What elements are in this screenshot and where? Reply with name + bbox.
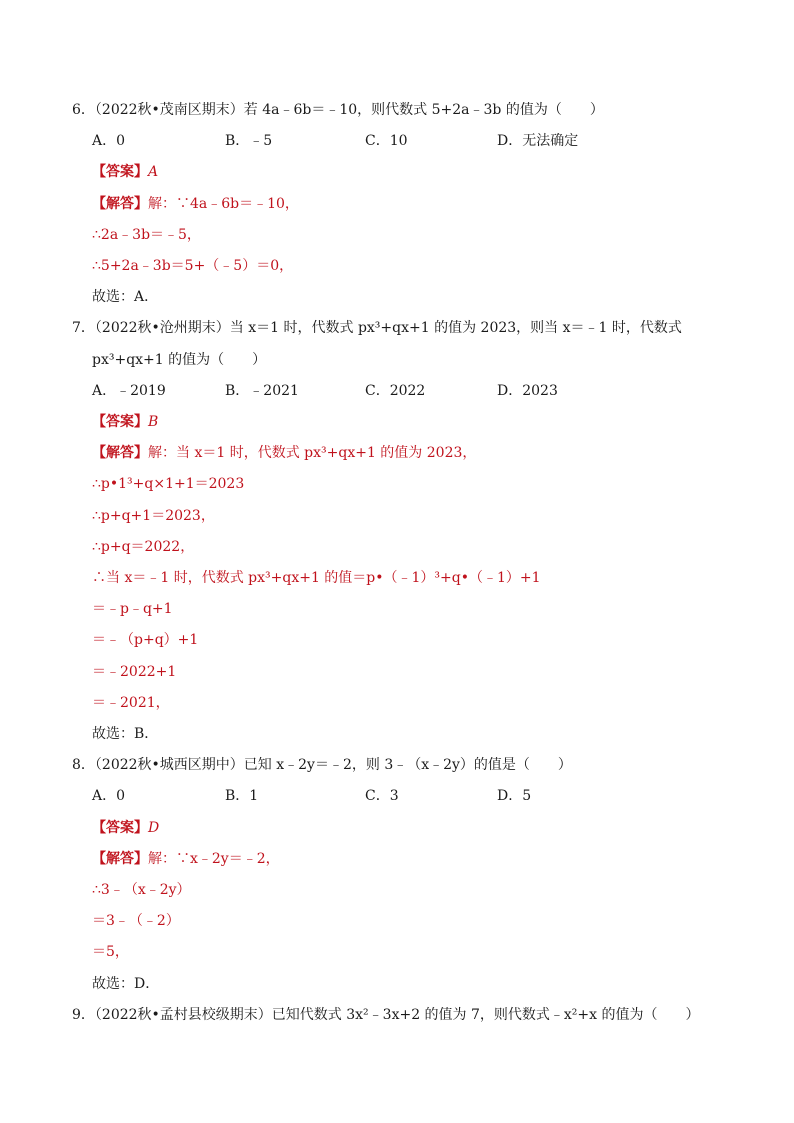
q8-option-b: B．1 [225, 788, 259, 804]
analysis-line: ∴p+q+1＝2023， [92, 508, 215, 524]
q7-option-a: A．﹣2019 [92, 383, 166, 399]
analysis-line: 解：∵x﹣2y＝﹣2， [148, 851, 280, 867]
answer-label: 【答案】 [92, 820, 148, 836]
q7-option-b: B．﹣2021 [225, 383, 299, 399]
question-6-options [0, 131, 794, 151]
analysis-line: 解：∵4a﹣6b＝﹣10， [148, 196, 299, 212]
q8-option-c: C．3 [365, 788, 399, 804]
question-7-stem-cont: px³+qx+1 的值为（ ） [92, 352, 267, 368]
question-8-stem: 8．（2022秋•城西区期中）已知 x﹣2y＝﹣2，则 3﹣（x﹣2y）的值是（ ） [72, 757, 572, 773]
answer-label: 【答案】 [92, 164, 148, 180]
question-8-options [0, 786, 794, 806]
analysis-line: ∴5+2a﹣3b＝5+（﹣5）＝0， [92, 258, 294, 274]
analysis-line: 解：当 x＝1 时，代数式 px³+qx+1 的值为 2023， [148, 445, 477, 461]
analysis-line: ＝3﹣（﹣2） [92, 913, 180, 929]
analysis-line: ＝﹣2022+1 [92, 664, 177, 680]
analysis-line: ＝﹣（p+q）+1 [92, 632, 199, 648]
question-7-options [0, 381, 794, 401]
analysis-line: ∴3﹣（x﹣2y） [92, 882, 191, 898]
q6-choice: 故选：A． [92, 289, 159, 305]
analysis-line: ∴当 x＝﹣1 时，代数式 px³+qx+1 的值＝p•（﹣1）³+q•（﹣1）+1 [92, 570, 541, 586]
answer-label: 【答案】 [92, 414, 148, 430]
question-6-stem: 6．（2022秋•茂南区期末）若 4a﹣6b＝﹣10，则代数式 5+2a﹣3b 的值为（ ） [72, 102, 604, 118]
q7-analysis [92, 443, 476, 463]
q7-option-c: C．2022 [365, 383, 426, 399]
q8-option-a: A．0 [92, 788, 126, 804]
answer-value: A [148, 164, 159, 180]
analysis-label: 【解答】 [92, 851, 148, 867]
q6-answer [92, 162, 158, 182]
answer-value: B [148, 414, 159, 430]
q6-option-d: D．无法确定 [497, 133, 579, 149]
q6-option-b: B．﹣5 [225, 133, 273, 149]
analysis-line: ＝5， [92, 944, 129, 960]
question-9-stem: 9．（2022秋•孟村县校级期末）已知代数式 3x²﹣3x+2 的值为 7，则代数式﹣x²+x 的值为（ ） [72, 1007, 700, 1023]
q8-option-d: D．5 [497, 788, 532, 804]
q8-analysis [92, 849, 280, 869]
analysis-label: 【解答】 [92, 196, 148, 212]
answer-value: D [148, 820, 160, 836]
q6-option-a: A．0 [92, 133, 126, 149]
q6-option-c: C．10 [365, 133, 408, 149]
analysis-line: ∴p+q＝2022， [92, 539, 195, 555]
q8-answer [92, 818, 159, 838]
q7-option-d: D．2023 [497, 383, 558, 399]
analysis-line: ＝﹣p﹣q+1 [92, 601, 173, 617]
q7-choice: 故选：B． [92, 726, 159, 742]
analysis-line: ∴p•1³+q×1+1＝2023 [92, 476, 245, 492]
q6-analysis [92, 194, 299, 214]
q7-answer [92, 412, 158, 432]
analysis-line: ∴2a﹣3b＝﹣5， [92, 227, 201, 243]
analysis-line: ＝﹣2021， [92, 695, 170, 711]
q8-choice: 故选：D． [92, 976, 160, 992]
question-7-stem: 7．（2022秋•沧州期末）当 x＝1 时，代数式 px³+qx+1 的值为 2023，则当 x＝﹣1 时，代数式 [72, 320, 682, 336]
analysis-label: 【解答】 [92, 445, 148, 461]
